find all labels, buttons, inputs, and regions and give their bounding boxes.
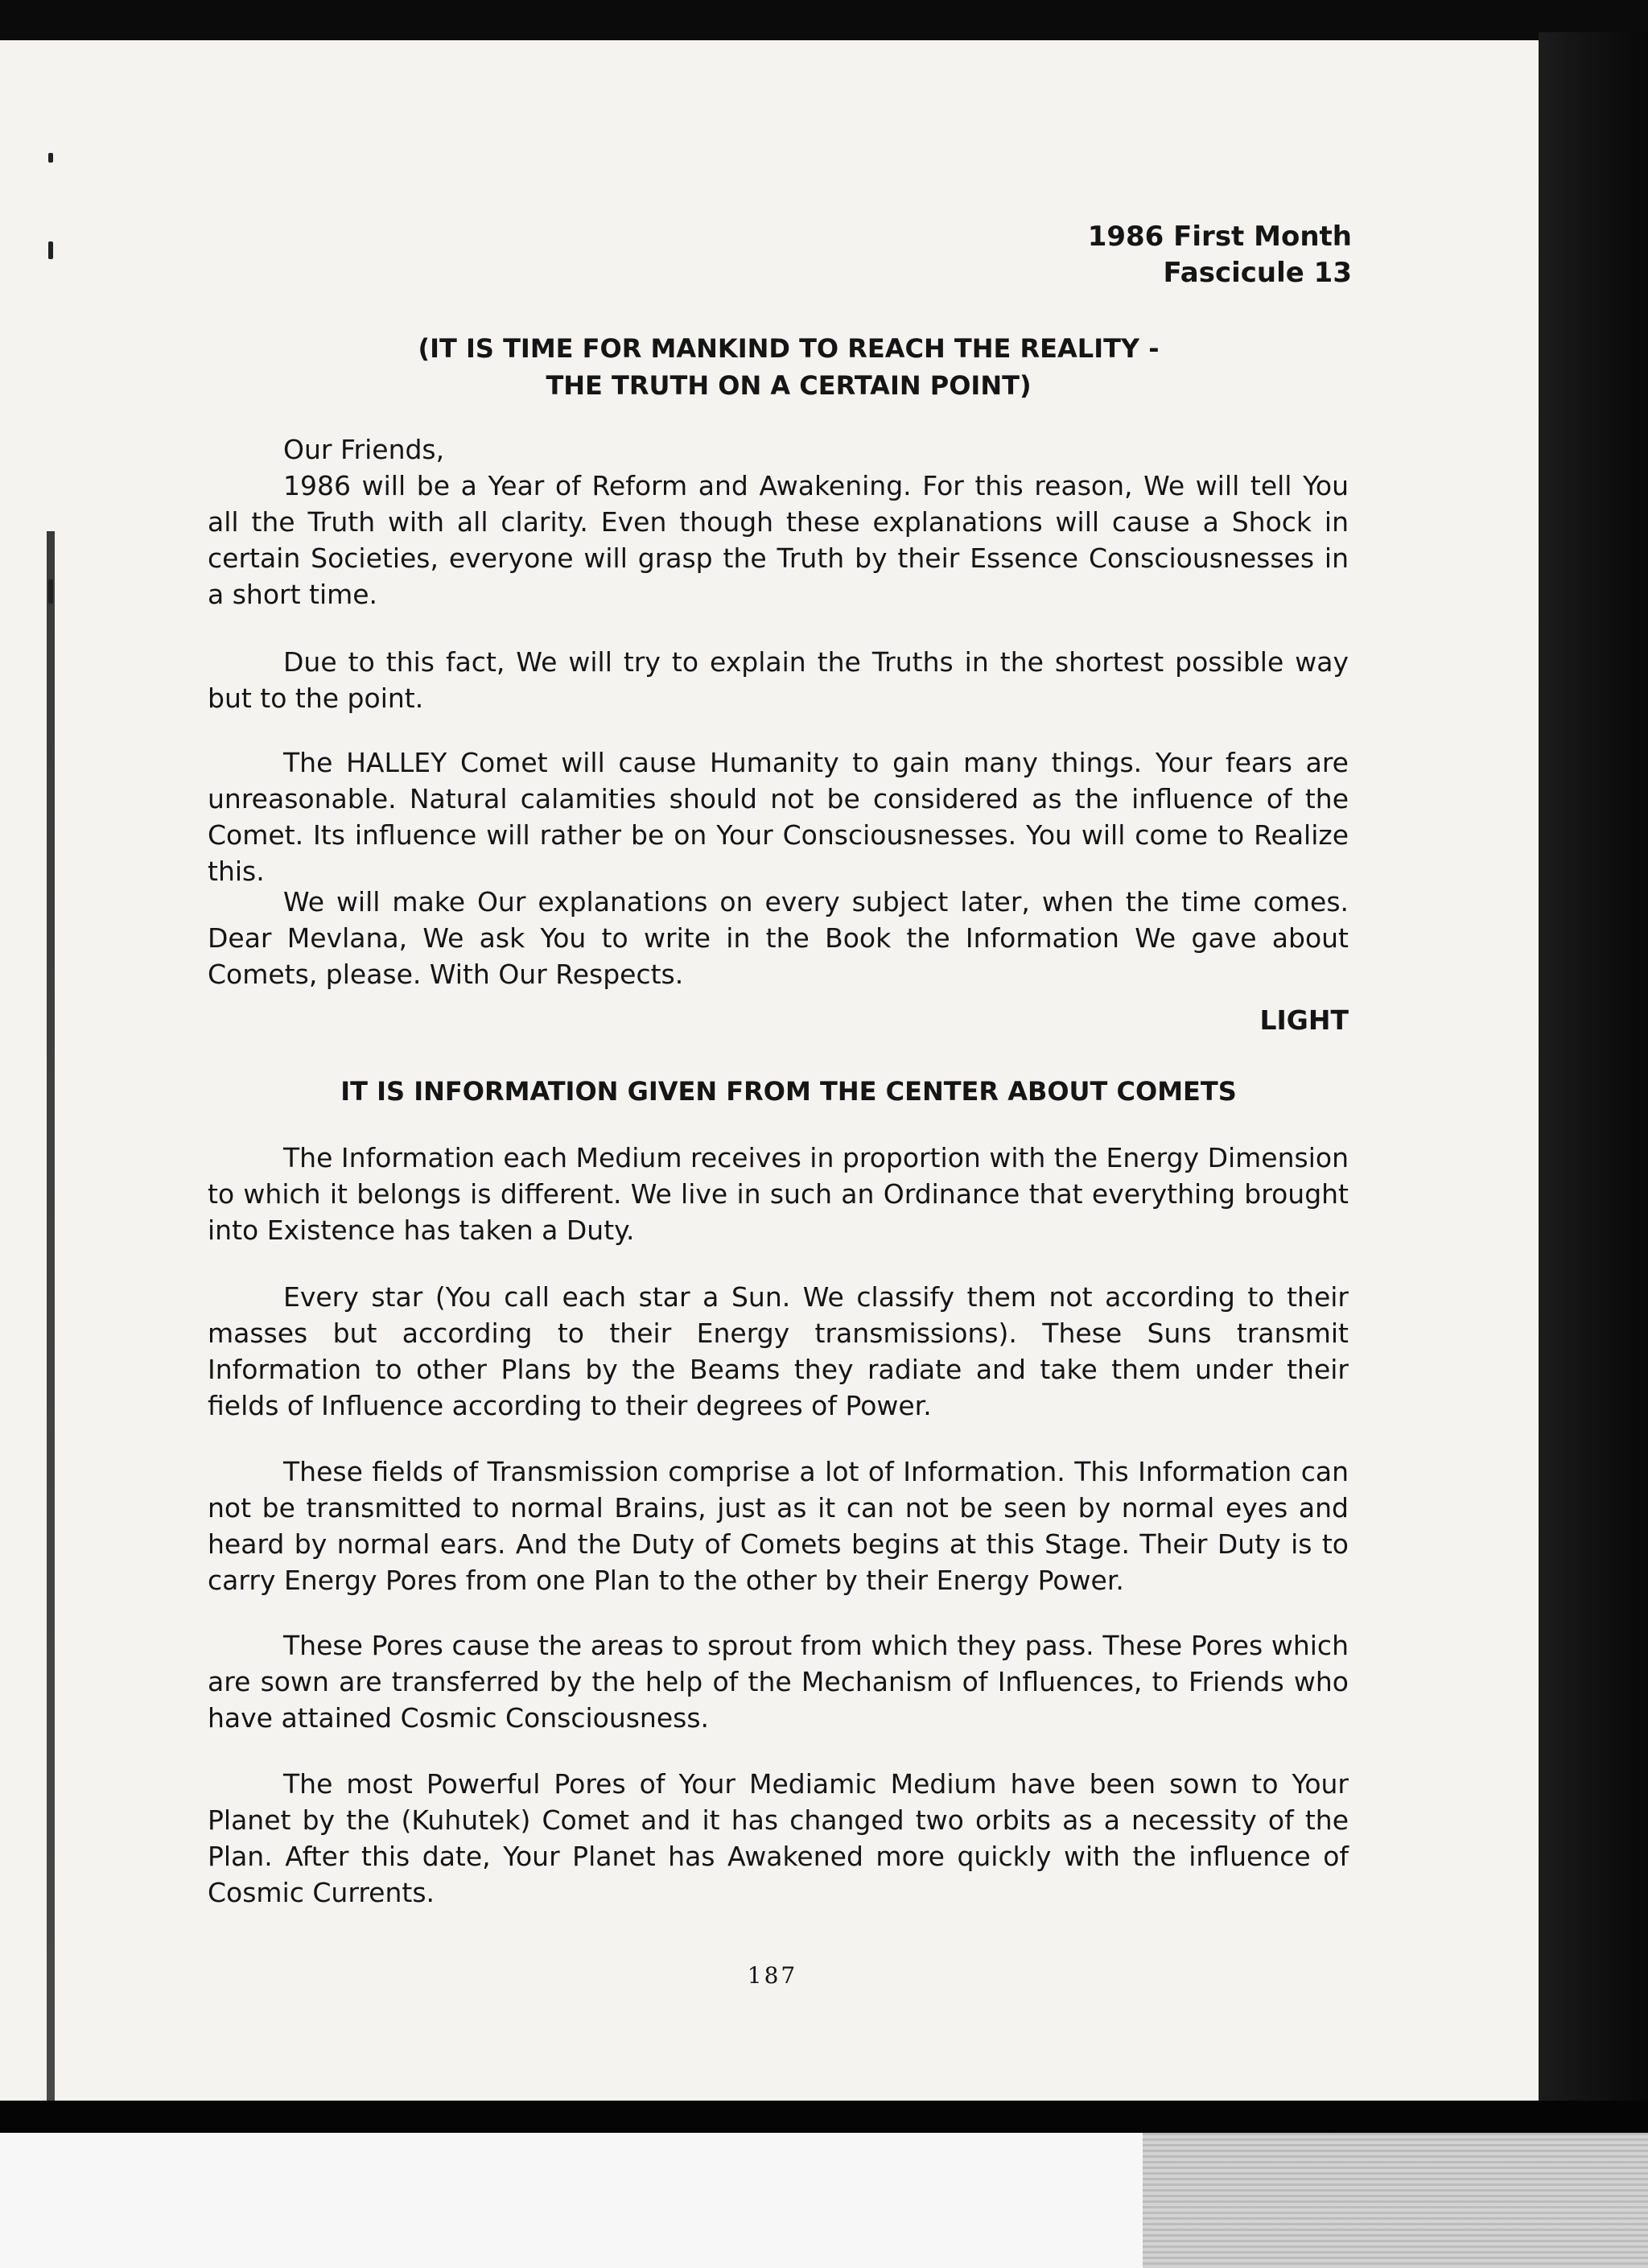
bottom-shadow: [0, 2101, 1648, 2133]
paragraph: These fields of Transmission comprise a lot of Information. This Information can not be transmitted to normal Brains, just as it can not be seen by normal eyes and heard by normal ears. And the Duty of Comets begins at this Stage. Their Duty is to carry Energy Pores from one Plan to the other by their Energy Power.: [208, 1456, 1349, 1596]
paragraph: Every star (You call each star a Sun. We classify them not according to their masses but according to their Energy transmissions). These Suns transmit Information to other Plans by the Beams they radiate and take them under their fields of Influence according to their degrees of Power.: [208, 1281, 1349, 1421]
paragraph: The Information each Medium receives in proportion with the Energy Dimension to which it belongs is different. We live in such an Ordinance that everything brought into Existence has taken a Duty.: [208, 1142, 1349, 1246]
edge-mark: [48, 579, 53, 604]
page-edge: [47, 531, 55, 2125]
title-line-2: THE TRUTH ON A CERTAIN POINT): [546, 370, 1032, 401]
signature: LIGHT: [1259, 1004, 1349, 1036]
message-title: [338, 330, 1239, 404]
edge-mark: [48, 241, 53, 259]
paragraph: These Pores cause the areas to sprout from which they pass. These Pores which are sown are transferred by the help of the Mechanism of Influences, to Friends who have attained Cosmic Consciousness.: [208, 1630, 1349, 1734]
paragraph: The most Powerful Pores of Your Mediamic Medium have been sown to Your Planet by the (Kuhutek) Comet and it has changed two orbits as a necessity of the Plan. After this date, Your Planet has Awakened more quickly with the influence of Cosmic Currents.: [208, 1768, 1349, 1908]
scan-glare: [1143, 2133, 1648, 2268]
edge-mark: [48, 153, 53, 163]
header-fascicule: Fascicule 13: [1163, 257, 1352, 289]
binding-shadow: [1539, 32, 1648, 2125]
paragraph: The HALLEY Comet will cause Humanity to gain many things. Your fears are unreasonable. Natural calamities should not be considered as the influence of the Comet. Its influence will rather be on Your Consciousnesses. You will come to Realize this.: [208, 747, 1349, 887]
page-number: 187: [747, 1962, 798, 1989]
paragraph: Due to this fact, We will try to explain the Truths in the shortest possible way but to the point.: [208, 646, 1349, 714]
scan-margin: [0, 2133, 1143, 2268]
fascicule-header: [1046, 219, 1352, 291]
paragraph: We will make Our explanations on every subject later, when the time comes. Dear Mevlana, We ask You to write in the Book the Information We gave about Comets, please. With Our Respects.: [208, 886, 1349, 990]
section-title: IT IS INFORMATION GIVEN FROM THE CENTER ABOUT COMETS: [340, 1076, 1237, 1107]
salutation: Our Friends,: [283, 434, 445, 465]
title-line-1: (IT IS TIME FOR MANKIND TO REACH THE REALITY -: [418, 333, 1160, 364]
paragraph: 1986 will be a Year of Reform and Awakening. For this reason, We will tell You all the Truth with all clarity. Even though these explanations will cause a Shock in certain Societies, everyone will grasp the Truth by their Essence Consciousnesses in a short time.: [208, 470, 1349, 610]
header-date: 1986 First Month: [1087, 221, 1352, 253]
